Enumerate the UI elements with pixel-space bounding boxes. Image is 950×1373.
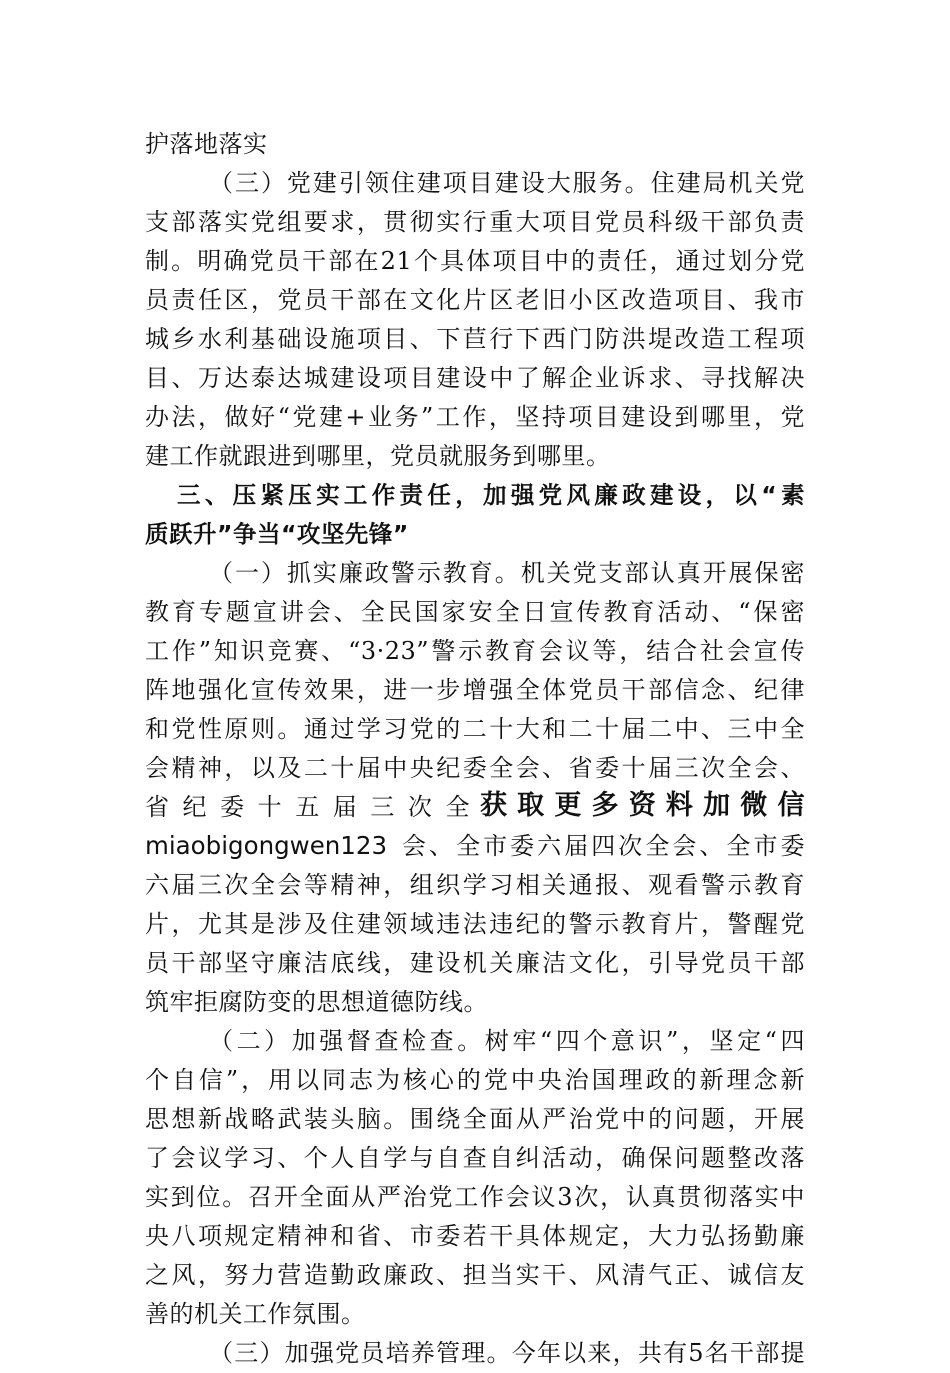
- text-line: 和党性原则。通过学习党的二十大和二十届二中、三中全: [145, 715, 805, 743]
- text-line: 实到位。召开全面从严治党工作会议3次，认真贯彻落实中: [145, 1183, 805, 1211]
- text-line: 工作”知识竞赛、“3·23”警示教育会议等，结合社会宣传: [145, 637, 805, 665]
- text-line: 省纪委十五届三次全: [145, 793, 470, 821]
- section-heading-continued: 质跃升”争当“攻坚先锋”: [145, 520, 409, 548]
- text-line: 员责任区，党员干部在文化片区老旧小区改造项目、我市: [145, 286, 805, 314]
- paragraph-first-line: （三）加强党员培养管理。今年以来，共有5名干部提: [209, 1339, 805, 1367]
- paragraph-first-line: （三）党建引领住建项目建设大服务。住建局机关党: [209, 169, 805, 197]
- text-line: 支部落实党组要求，贯彻实行重大项目党员科级干部负责: [145, 208, 805, 236]
- text-line: 建工作就跟进到哪里，党员就服务到哪里。: [145, 442, 611, 470]
- text-line: 阵地强化宣传效果，进一步增强全体党员干部信念、纪律: [145, 676, 805, 704]
- text-line: 之风，努力营造勤政廉政、担当实干、风清气正、诚信友: [145, 1261, 805, 1289]
- text-line: 筑牢拒腐防变的思想道德防线。: [145, 988, 488, 1016]
- text-line: 会、全市委六届四次全会、全市委: [402, 832, 805, 860]
- text-line: 善的机关工作氛围。: [145, 1300, 366, 1328]
- text-line: 办法，做好“党建+业务”工作，坚持项目建设到哪里，党: [145, 403, 805, 431]
- text-line: 个自信”，用以同志为核心的党中央治国理政的新理念新: [145, 1066, 805, 1094]
- text-line: 教育专题宣讲会、全民国家安全日宣传教育活动、“保密: [145, 598, 805, 626]
- watermark-text: 获取更多资料加微信: [480, 790, 805, 821]
- text-line: 制。明确党员干部在21个具体项目中的责任，通过划分党: [145, 247, 805, 275]
- text-line: 六届三次全会等精神，组织学习相关通报、观看警示教育: [145, 871, 805, 899]
- text-line: 城乡水利基础设施项目、下苣行下西门防洪堤改造工程项: [145, 325, 805, 353]
- text-line: 片，尤其是涉及住建领域违法违纪的警示教育片，警醒党: [145, 910, 805, 938]
- watermark-id: miaobigongwen123: [145, 831, 388, 860]
- text-line: 员干部坚守廉洁底线，建设机关廉洁文化，引导党员干部: [145, 949, 805, 977]
- paragraph-first-line: （一）抓实廉政警示教育。机关党支部认真开展保密: [209, 559, 805, 587]
- text-line: 护落地落实: [145, 130, 268, 158]
- text-line: 思想新战略武装头脑。围绕全面从严治党中的问题，开展: [145, 1105, 805, 1133]
- section-heading: 三、压紧压实工作责任，加强党风廉政建设，以“素: [177, 481, 805, 509]
- text-line: 央八项规定精神和省、市委若干具体规定，大力弘扬勤廉: [145, 1222, 805, 1250]
- text-line: 了会议学习、个人自学与自查自纠活动，确保问题整改落: [145, 1144, 805, 1172]
- text-line: 目、万达泰达城建设项目建设中了解企业诉求、寻找解决: [145, 364, 805, 392]
- text-line: 会精神，以及二十届中央纪委全会、省委十届三次全会、: [145, 754, 805, 782]
- paragraph-first-line: （二）加强督查检查。树牢“四个意识”，坚定“四: [209, 1027, 805, 1055]
